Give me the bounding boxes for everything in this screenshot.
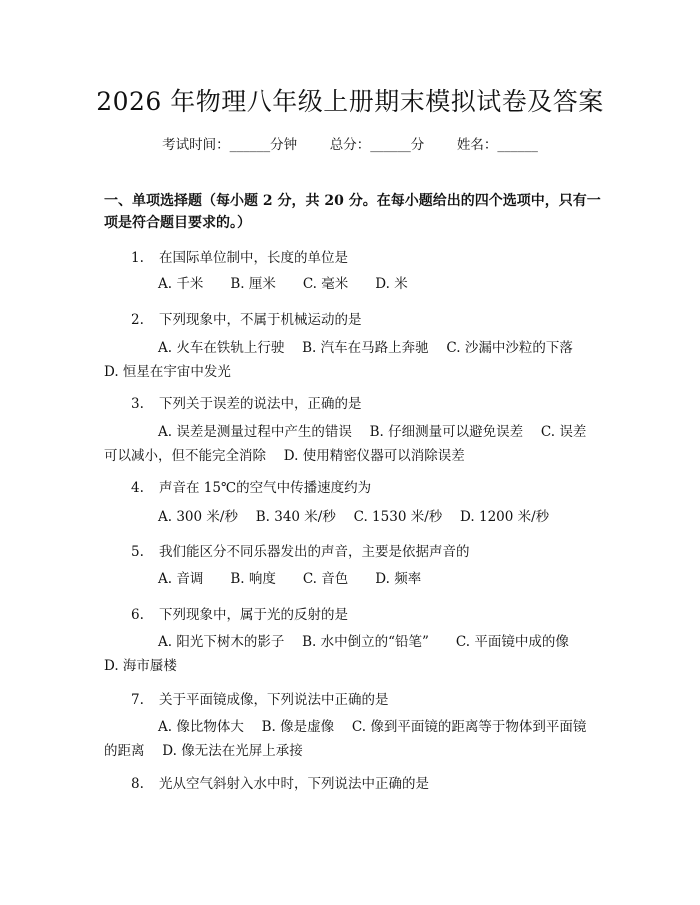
- question-text: 下列现象中，不属于机械运动的是: [159, 312, 362, 328]
- question-5: [131, 540, 470, 560]
- question-number: 7.: [131, 692, 144, 708]
- section-heading: 一、单项选择题（每小题 2 分，共 20 分。在每小题给出的四个选项中，只有一项是符合题目要求的。）: [104, 193, 601, 231]
- question-text: 我们能区分不同乐器发出的声音，主要是依据声音的: [159, 544, 470, 560]
- question-2: [131, 308, 362, 328]
- question-4-options: A. 300 米/秒 B. 340 米/秒 C. 1530 米/秒 D. 1200 米/秒: [158, 509, 550, 525]
- question-number: 2.: [131, 312, 144, 328]
- question-number: 8.: [131, 776, 144, 792]
- question-text: 在国际单位制中，长度的单位是: [159, 250, 348, 266]
- question-6-options: A. 阳光下树木的影子 B. 水中倒立的“铅笔” C. 平面镜中成的像 D. 海市蜃楼: [104, 634, 583, 674]
- question-3: [131, 392, 362, 412]
- question-7-options: A. 像比物体大 B. 像是虚像 C. 像到平面镜的距离等于物体到平面镜的距离 D. 像无法在光屏上承接: [104, 719, 587, 759]
- question-number: 4.: [131, 480, 144, 496]
- question-number: 3.: [131, 396, 144, 412]
- question-6: [131, 603, 348, 623]
- question-4: [131, 476, 371, 496]
- question-number: 1.: [131, 250, 144, 266]
- question-2-options: A. 火车在铁轨上行驶 B. 汽车在马路上奔驰 C. 沙漏中沙粒的下落 D. 恒星在宇宙中发光: [104, 340, 587, 380]
- document-title: 2026 年物理八年级上册期末模拟试卷及答案: [96, 87, 604, 116]
- total-score-field: 总分：______分: [329, 137, 425, 153]
- exam-info-line: [0, 133, 700, 153]
- question-text: 关于平面镜成像，下列说法中正确的是: [159, 692, 389, 708]
- question-text: 下列现象中，属于光的反射的是: [159, 607, 348, 623]
- question-1: [131, 246, 348, 266]
- student-name-field: 姓名：______: [456, 137, 538, 153]
- question-3-options: A. 误差是测量过程中产生的错误 B. 仔细测量可以避免误差 C. 误差可以减小，但不能完全消除 D. 使用精密仪器可以消除误差: [104, 424, 587, 464]
- question-text: 下列关于误差的说法中，正确的是: [159, 396, 362, 412]
- question-number: 6.: [131, 607, 144, 623]
- question-text: 声音在 15℃的空气中传播速度约为: [159, 480, 372, 496]
- exam-time-field: 考试时间：______分钟: [162, 137, 298, 153]
- question-5-options: A. 音调 B. 响度 C. 音色 D. 频率: [158, 571, 422, 587]
- question-7: [131, 688, 389, 708]
- question-1-options: A. 千米 B. 厘米 C. 毫米 D. 米: [158, 276, 408, 292]
- question-8: [131, 772, 429, 792]
- question-number: 5.: [131, 544, 144, 560]
- question-text: 光从空气斜射入水中时，下列说法中正确的是: [159, 776, 429, 792]
